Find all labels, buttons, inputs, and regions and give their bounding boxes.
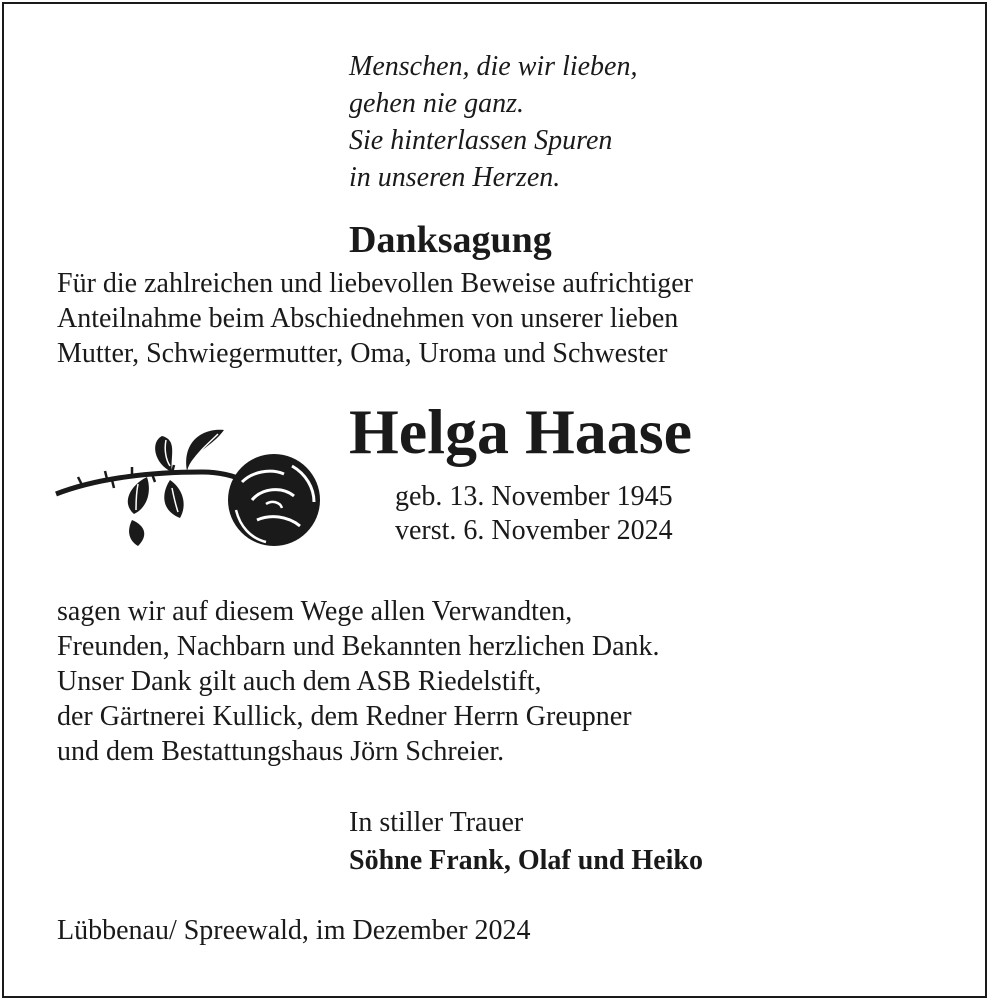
thanks-line: sagen wir auf diesem Wege allen Verwandten, (57, 596, 573, 627)
poem-line: gehen nie ganz. (349, 88, 524, 119)
closing-phrase: In stiller Trauer (349, 807, 524, 838)
poem-line: in unseren Herzen. (349, 162, 561, 193)
thanks-line: Freunden, Nachbarn und Bekannten herzlichen Dank. (57, 631, 660, 662)
closing (349, 804, 703, 880)
thanks-line: und dem Bestattungshaus Jörn Schreier. (57, 736, 505, 767)
intro-paragraph (57, 266, 693, 371)
poem-line: Sie hinterlassen Spuren (349, 125, 613, 156)
rose-icon (52, 422, 322, 557)
thanks-paragraph (57, 594, 660, 769)
deceased-name: Helga Haase (349, 396, 693, 467)
heading: Danksagung (349, 219, 552, 261)
thanks-line: der Gärtnerei Kullick, dem Redner Herrn Greupner (57, 701, 632, 732)
poem-line: Menschen, die wir lieben, (349, 51, 638, 82)
life-dates (395, 480, 673, 548)
birth-date: geb. 13. November 1945 (395, 481, 673, 512)
intro-line: Für die zahlreichen und liebevollen Beweise aufrichtiger (57, 268, 693, 299)
intro-line: Anteilnahme beim Abschiednehmen von unserer lieben (57, 303, 679, 334)
intro-line: Mutter, Schwiegermutter, Oma, Uroma und Schwester (57, 338, 668, 369)
death-date: verst. 6. November 2024 (395, 515, 673, 546)
signers: Söhne Frank, Olaf und Heiko (349, 845, 703, 876)
poem (349, 48, 637, 196)
place-date: Lübbenau/ Spreewald, im Dezember 2024 (57, 915, 531, 946)
thanks-line: Unser Dank gilt auch dem ASB Riedelstift, (57, 666, 542, 697)
